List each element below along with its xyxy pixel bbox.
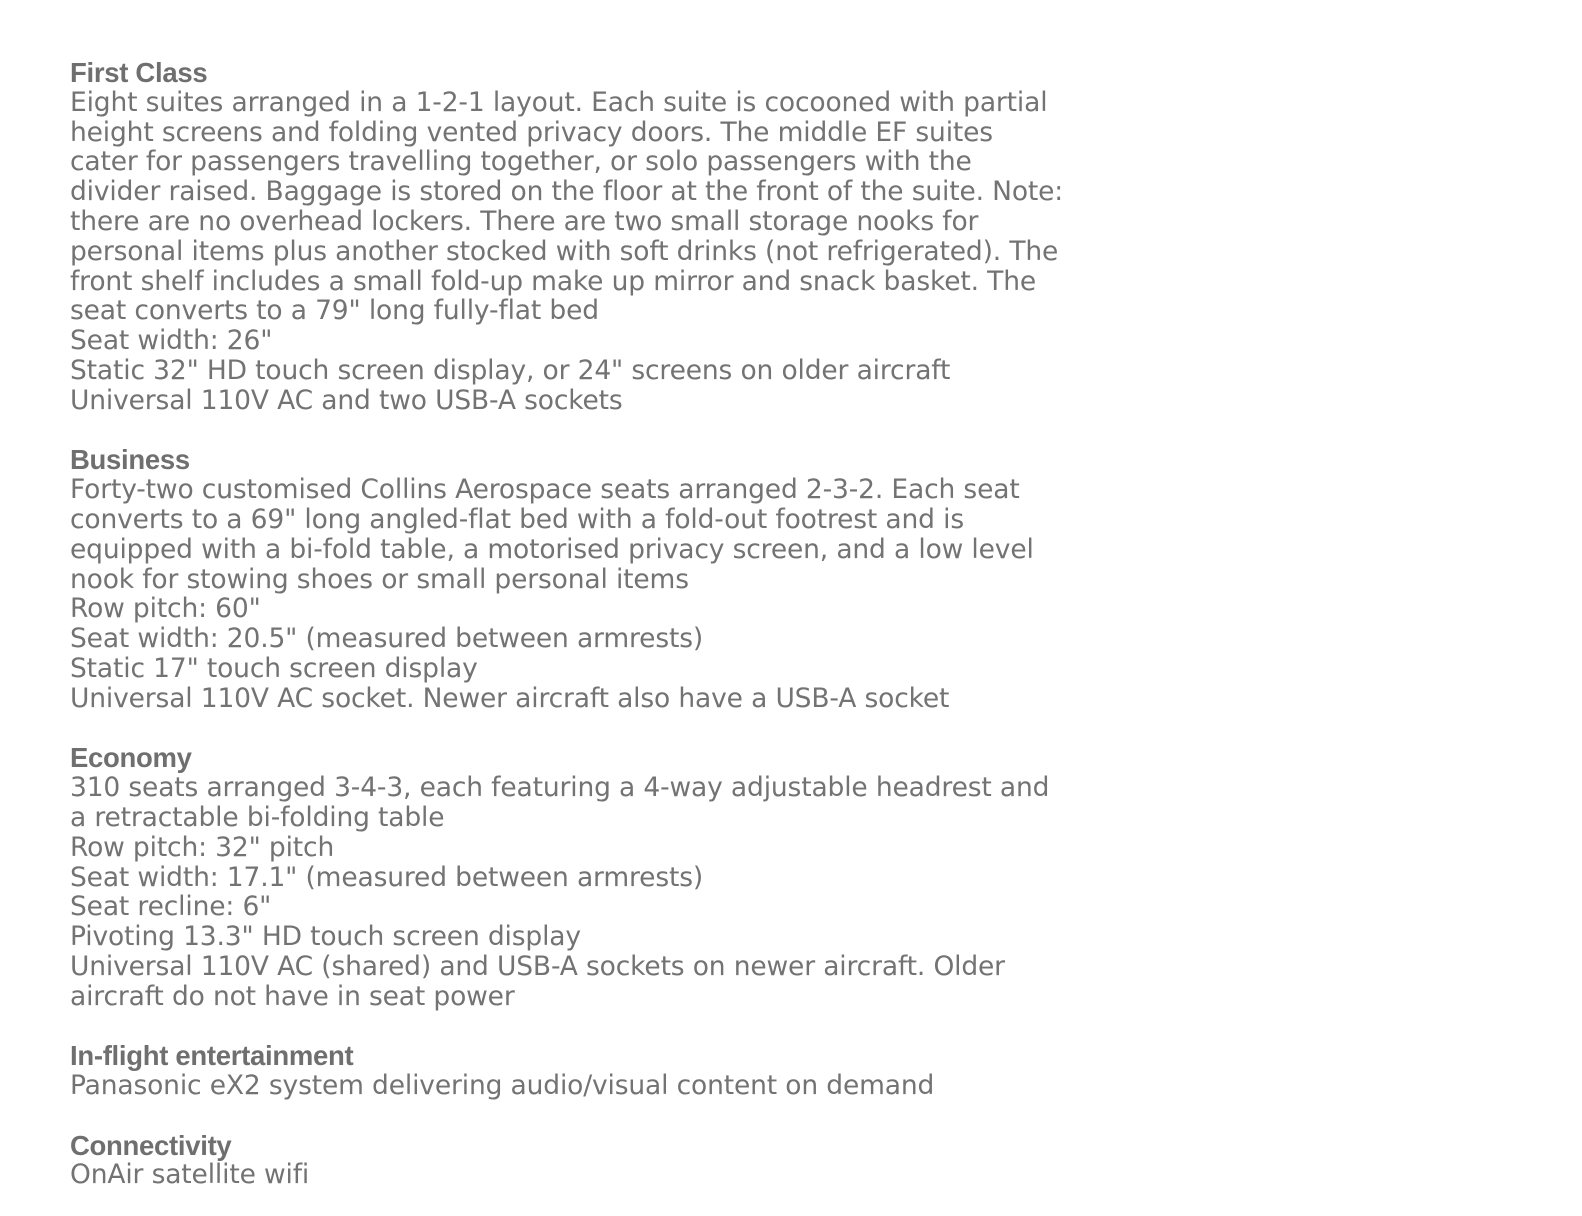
section-text-line: Row pitch: 32" pitch bbox=[70, 831, 335, 863]
section-text-line: height screens and folding vented privacy doors. The middle EF suites bbox=[70, 116, 993, 148]
section-text-line: Panasonic eX2 system delivering audio/visual content on demand bbox=[70, 1070, 935, 1102]
section-first-class bbox=[70, 58, 1130, 416]
section-text-line: aircraft do not have in seat power bbox=[70, 980, 515, 1012]
section-text-line: there are no overhead lockers. There are two small storage nooks for bbox=[70, 205, 979, 237]
section-text-line: Static 17" touch screen display bbox=[70, 652, 478, 684]
section-text-line: OnAir satellite wifi bbox=[70, 1159, 310, 1191]
section-heading: Business bbox=[70, 444, 190, 476]
section-economy bbox=[70, 743, 1130, 1011]
section-heading: Economy bbox=[70, 742, 192, 774]
section-business bbox=[70, 445, 1130, 713]
section-text-line: Universal 110V AC and two USB-A sockets bbox=[70, 384, 623, 416]
section-text-line: divider raised. Baggage is stored on the floor at the front of the suite. Note: bbox=[70, 176, 1064, 208]
section-text-line: Universal 110V AC socket. Newer aircraft also have a USB-A socket bbox=[70, 682, 950, 714]
section-text-line: converts to a 69" long angled-flat bed with a fold-out footrest and is bbox=[70, 503, 964, 535]
section-heading: Connectivity bbox=[70, 1129, 232, 1161]
section-heading: In-flight entertainment bbox=[70, 1040, 354, 1072]
section-text-line: 310 seats arranged 3-4-3, each featuring a 4-way adjustable headrest and bbox=[70, 772, 1050, 804]
section-text-line: Seat recline: 6" bbox=[70, 891, 272, 923]
section-text-line: Universal 110V AC (shared) and USB-A sockets on newer aircraft. Older bbox=[70, 950, 1005, 982]
section-text-line: personal items plus another stocked with soft drinks (not refrigerated). The bbox=[70, 235, 1059, 267]
section-text-line: a retractable bi-folding table bbox=[70, 801, 445, 833]
section-text-line: Eight suites arranged in a 1-2-1 layout. Each suite is cocooned with partial bbox=[70, 86, 1048, 118]
section-heading: First Class bbox=[70, 57, 208, 88]
section-text-line: Seat width: 17.1" (measured between armrests) bbox=[70, 861, 704, 893]
section-text-line: cater for passengers travelling together, or solo passengers with the bbox=[70, 146, 972, 178]
cabin-details-document bbox=[70, 58, 1130, 1190]
section-text-line: Row pitch: 60" bbox=[70, 593, 261, 625]
section-text-line: Forty-two customised Collins Aerospace seats arranged 2-3-2. Each seat bbox=[70, 474, 1020, 506]
section-text-line: nook for stowing shoes or small personal items bbox=[70, 563, 689, 595]
section-text-line: equipped with a bi-fold table, a motorised privacy screen, and a low level bbox=[70, 533, 1034, 565]
section-text-line: Static 32" HD touch screen display, or 24" screens on older aircraft bbox=[70, 354, 951, 386]
section-text-line: front shelf includes a small fold-up make up mirror and snack basket. The bbox=[70, 265, 1037, 297]
section-text-line: Pivoting 13.3" HD touch screen display bbox=[70, 921, 581, 953]
section-text-line: seat converts to a 79" long fully-flat bed bbox=[70, 295, 599, 327]
section-connectivity bbox=[70, 1131, 1130, 1191]
section-in-flight-entertainment bbox=[70, 1041, 1130, 1101]
section-text-line: Seat width: 26" bbox=[70, 325, 273, 357]
section-text-line: Seat width: 20.5" (measured between armrests) bbox=[70, 623, 704, 655]
